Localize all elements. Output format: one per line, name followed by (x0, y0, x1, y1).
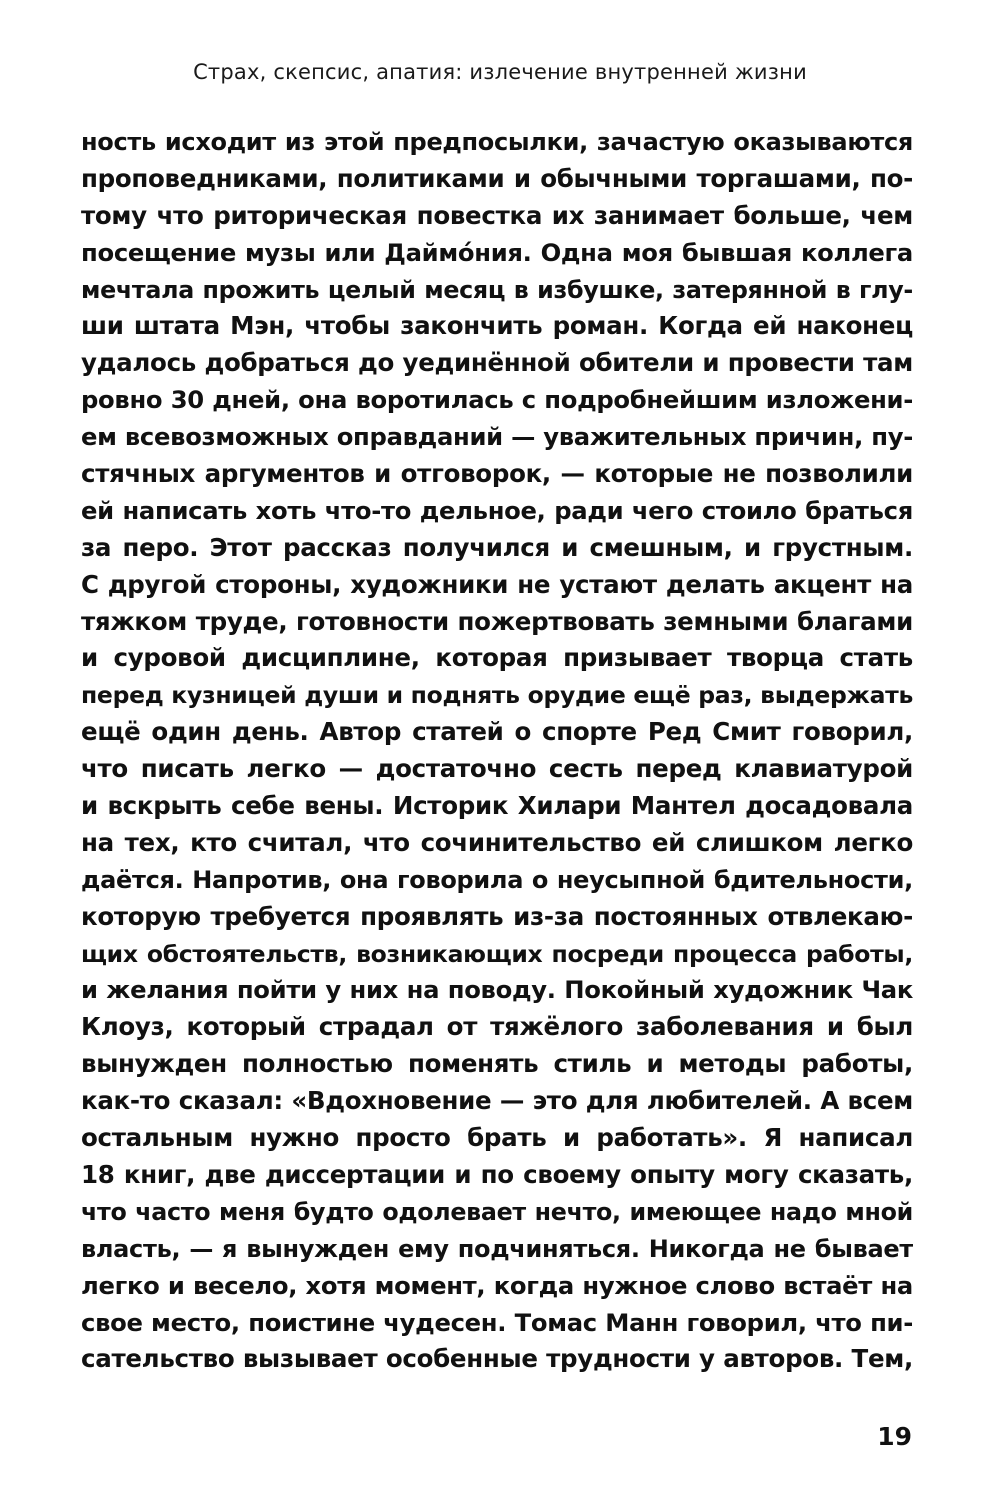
text-line: тяжком труде, готовности пожертвовать земными благами (81, 606, 913, 636)
text-line: щих обстоятельств, возникающих посреди процесса работы, (81, 939, 913, 968)
text-line: на тех, кто считал, что сочинительство ей слишком легко (81, 827, 913, 857)
text-line: легко и весело, хотя момент, когда нужное слово встаёт на (81, 1270, 913, 1300)
text-line: перед кузницей души и поднять орудие ещё раз, выдержать (81, 681, 913, 710)
text-line: посещение музы или Даймóния. Одна моя бывшая коллега (81, 237, 913, 267)
text-line: вынужден полностью поменять стиль и методы работы, (81, 1049, 913, 1079)
text-line: удалось добраться до уединённой обители и провести там (81, 348, 913, 378)
text-line: мечтала прожить целый месяц в избушке, затерянной в глу- (81, 275, 913, 304)
text-line: ровно 30 дней, она воротилась с подробнейшим изложени- (81, 385, 913, 415)
text-line: которую требуется проявлять из-за постоянных отвлекаю- (81, 901, 913, 931)
text-line: тому что риторическая повестка их занимает больше, чем (81, 200, 913, 230)
text-line: Клоуз, который страдал от тяжёлого заболевания и был (81, 1012, 913, 1042)
text-line: сательство вызывает особенные трудности у авторов. Тем, (81, 1344, 913, 1374)
text-line: ем всевозможных оправданий — уважительных причин, пу- (81, 422, 913, 452)
text-line: свое место, поистине чудесен. Томас Манн говорил, что пи- (81, 1307, 913, 1337)
text-line: ей написать хоть что-то дельное, ради чего стоило браться (81, 495, 913, 525)
body-text (81, 124, 913, 1378)
text-line: власть, — я вынужден ему подчиняться. Никогда не бывает (81, 1234, 913, 1263)
text-line: и суровой дисциплине, которая призывает творца стать (81, 643, 913, 673)
text-line: остальным нужно просто брать и работать». Я написал (81, 1123, 913, 1153)
text-line: и вскрыть себе вены. Историк Хилари Мантел досадовала (81, 791, 913, 821)
text-line: что писать легко — достаточно сесть перед клавиатурой (81, 754, 913, 784)
text-line: как-то сказал: «Вдохновение — это для любителей. А всем (81, 1086, 913, 1116)
text-line: ещё один день. Автор статей о спорте Ред Смит говорил, (81, 717, 913, 747)
text-line: ши штата Мэн, чтобы закончить роман. Когда ей наконец (81, 311, 913, 341)
text-line: 18 книг, две диссертации и по своему опыту могу сказать, (81, 1159, 913, 1189)
text-line: стячных аргументов и отговорок, — которые не позволили (81, 459, 913, 489)
text-line: С другой стороны, художники не устают делать акцент на (81, 569, 913, 599)
text-line: проповедниками, политиками и обычными торгашами, по- (81, 163, 913, 193)
text-line: за перо. Этот рассказ получился и смешным, и грустным. (81, 532, 913, 562)
text-line: и желания пойти у них на поводу. Покойный художник Чак (81, 975, 913, 1005)
page-number: 19 (877, 1422, 912, 1451)
text-line: ность исходит из этой предпосылки, зачастую оказываются (81, 128, 913, 156)
text-line: даётся. Напротив, она говорила о неусыпной бдительности, (81, 865, 913, 894)
text-line: что часто меня будто одолевает нечто, имеющее надо мной (81, 1197, 913, 1226)
running-head: Страх, скепсис, апатия: излечение внутренней жизни (193, 60, 807, 84)
